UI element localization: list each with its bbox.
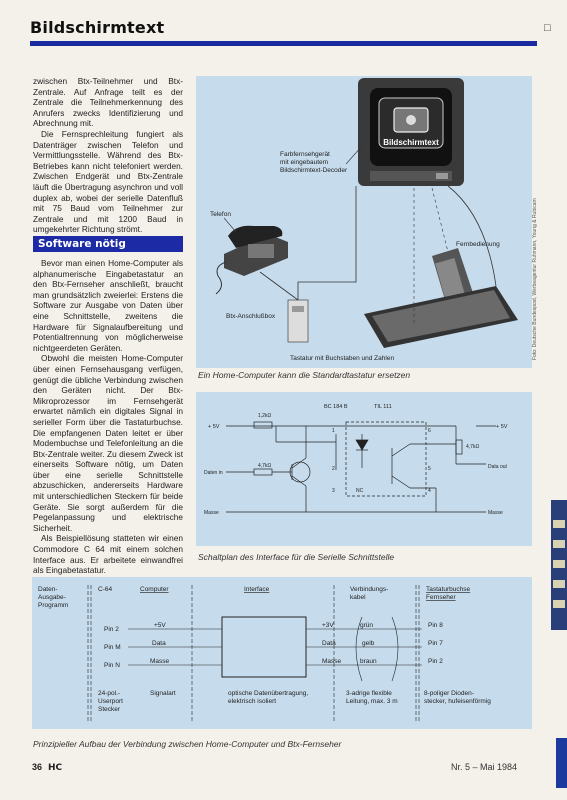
bd-bot5: 8-poliger Dioden-stecker, hufeisenförmig: [424, 690, 491, 705]
bd-gruen: grün: [360, 622, 374, 629]
paragraph-3: Bevor man einen Home-Computer als alphanumerische Eingabetastatur an den Btx-Fernseher anschließt, braucht man grundsätzlich zweierlei: Erstens die Software zur Ausgabe von Daten über eine Schnittstelle, zweitens die Hardware für Signalaufbereitung und Potentialtrennung von möglicherweise nichtgeerdeten Geräten.: [33, 258, 183, 353]
footer-page: [32, 762, 62, 773]
label-pin1: 1: [332, 428, 335, 434]
bd-col1: Daten-Ausgabe-Programm: [38, 586, 69, 609]
label-r2: 4,7kΩ: [258, 463, 272, 469]
text-column-lower: [33, 258, 183, 576]
bd-tastaturbuchse: Tastaturbuchse Fernseher: [426, 586, 471, 601]
bd-verbindungskabel: Verbindungs-kabel: [350, 586, 389, 601]
bd-pin2b: Pin 2: [428, 658, 443, 665]
bd-interface: Interface: [244, 586, 270, 593]
edge-strip-bottom: [556, 738, 567, 788]
photo-credit: Foto: Deutsche Bundespost, Werbeagentur Ruhmann, Young & Rubicam: [532, 198, 538, 360]
label-masse: Masse: [204, 510, 219, 516]
section-heading: Software nötig: [33, 236, 183, 252]
tv-label: Farbfernsehgerät mit eingebautem Bildschirmtext-Decoder: [280, 151, 348, 174]
bd-pin8: Pin 8: [428, 622, 443, 629]
header-rule: [30, 41, 537, 46]
tv-screen-text: Bildschirmtext: [383, 138, 439, 147]
bd-data: Data: [152, 640, 166, 647]
bd-data-right: Data: [322, 640, 336, 647]
edge-tab: [553, 540, 565, 548]
block-diagram-caption: Prinzipieller Aufbau der Verbindung zwischen Home-Computer und Btx-Fernseher: [33, 739, 342, 749]
bd-bot2: Signalart: [150, 690, 176, 697]
paragraph-2: Die Fernsprechleitung fungiert als Datenträger zwischen Telefon und Vermittlungsstelle. Während des Btx-Betriebes kann nicht telefoniert werden. Zwischen Endgerät und Btx-Zentrale läuft die Übertragung asynchron und voll duplex ab, wobei der serielle Datenfluß mit 75 Baud vom Teilnehmer zur Zentrale und mit 1200 Baud in umgekehrter Richtung strömt.: [33, 128, 183, 235]
bd-bot1: 24-pol.-Userport Stecker: [98, 690, 123, 713]
label-plus5v-right: + 5V: [496, 424, 508, 430]
bd-bot3: optische Datenübertragung, elektrisch isoliert: [228, 690, 309, 705]
schematic-svg: [196, 392, 532, 546]
label-data-out: Data out: [488, 464, 507, 470]
edge-tab: [553, 580, 565, 588]
label-pin5: 5: [428, 466, 431, 472]
text-column-upper: [33, 76, 183, 235]
label-r1: 1,2kΩ: [258, 413, 272, 419]
keyboard-label: Tastatur mit Buchstaben und Zahlen: [290, 355, 395, 362]
label-plus5v-left: + 5V: [208, 424, 220, 430]
phone-label: Telefon: [210, 211, 231, 218]
label-pin3: 3: [332, 488, 335, 494]
label-r3: 4,7kΩ: [466, 444, 480, 450]
bd-bot4: 3-adrige flexible Leitung, max. 3 m: [346, 690, 398, 705]
keyboard: [364, 286, 518, 348]
bd-computer: Computer: [140, 586, 169, 593]
bd-pinm: Pin M: [104, 644, 121, 651]
footer-issue: Nr. 5 – Mai 1984: [451, 762, 518, 772]
label-pin6: 6: [428, 428, 431, 434]
paragraph-4: Obwohl die meisten Home-Computer über einen Fernsehausgang verfügen, genügt die übliche Verbindung zwischen den Geräten nicht. Der Btx-Mikroprozessor im Fernsehgerät erwartet nämlich ein digitales Signal in serieller Form über die Tastaturbuchse. Die empfangenen Daten leitet er über Modembuchse und Telefonleitung an die Btx-Zentrale weiter. Zu diesem Zweck ist einerseits Software nötig, um Daten über eine serielle Schnittstelle abzuschicken, andererseits Hardware mit unterschiedlichen Steckern für beide Geräte. Sie sorgt außerdem für die Pegelanpassung und elektrische Sicherheit.: [33, 353, 183, 533]
corner-glyph: □: [544, 22, 551, 34]
bd-pin7: Pin 7: [428, 640, 443, 647]
bd-masse-right: Masse: [322, 658, 342, 665]
label-masse-right: Masse: [488, 510, 503, 516]
bd-braun: braun: [360, 658, 377, 665]
label-nc: NC: [356, 488, 364, 494]
magazine-logo: HC: [48, 763, 63, 773]
bd-plus3v: +3V: [322, 622, 334, 629]
telephone: [224, 226, 288, 276]
edge-tab: [553, 600, 565, 608]
paragraph-1: zwischen Btx-Teilnehmer und Btx-Zentrale. Auf Anfrage teilt es der Zentrale die Teilnehmerkennung des Anrufers zwecks Identifizierung und Abrechnung mit.: [33, 76, 183, 129]
bd-5v: +5V: [154, 622, 166, 629]
illustration-panel: [196, 76, 532, 368]
remote-label: Fernbedienung: [456, 241, 500, 248]
label-til111: TIL 111: [374, 404, 392, 410]
page-number: 36: [32, 762, 43, 772]
block-diagram-panel: [32, 577, 532, 729]
tv-set: [358, 78, 464, 186]
label-bc184b: BC 184 B: [324, 404, 348, 410]
block-diagram-svg: [32, 577, 532, 729]
illustration-caption: Ein Home-Computer kann die Standardtastatur ersetzen: [198, 370, 411, 380]
label-pin4: 4: [428, 488, 431, 494]
bd-masse: Masse: [150, 658, 170, 665]
schematic-caption: Schaltplan des Interface für die Serielle Schnittstelle: [198, 552, 395, 562]
bd-pin2: Pin 2: [104, 626, 119, 633]
bd-pinn: Pin N: [104, 662, 120, 669]
bd-c64: C-64: [98, 586, 113, 593]
label-daten-in: Daten in: [204, 470, 223, 476]
page-header-title: Bildschirmtext: [30, 18, 165, 37]
box-label: Btx-Anschlußbox: [226, 313, 276, 320]
bd-gelb: gelb: [362, 640, 375, 647]
schematic-panel: [196, 392, 532, 546]
illustration-svg: [196, 76, 532, 368]
label-pin2: 2: [332, 466, 335, 472]
edge-tab: [553, 520, 565, 528]
edge-tab: [553, 560, 565, 568]
btx-box: [288, 300, 308, 342]
paragraph-5: Als Beispiellösung statteten wir einen Commodore C 64 mit einem solchen Interface aus. Er arbeitete einwandfrei als Eingabetastatur.: [33, 533, 183, 576]
